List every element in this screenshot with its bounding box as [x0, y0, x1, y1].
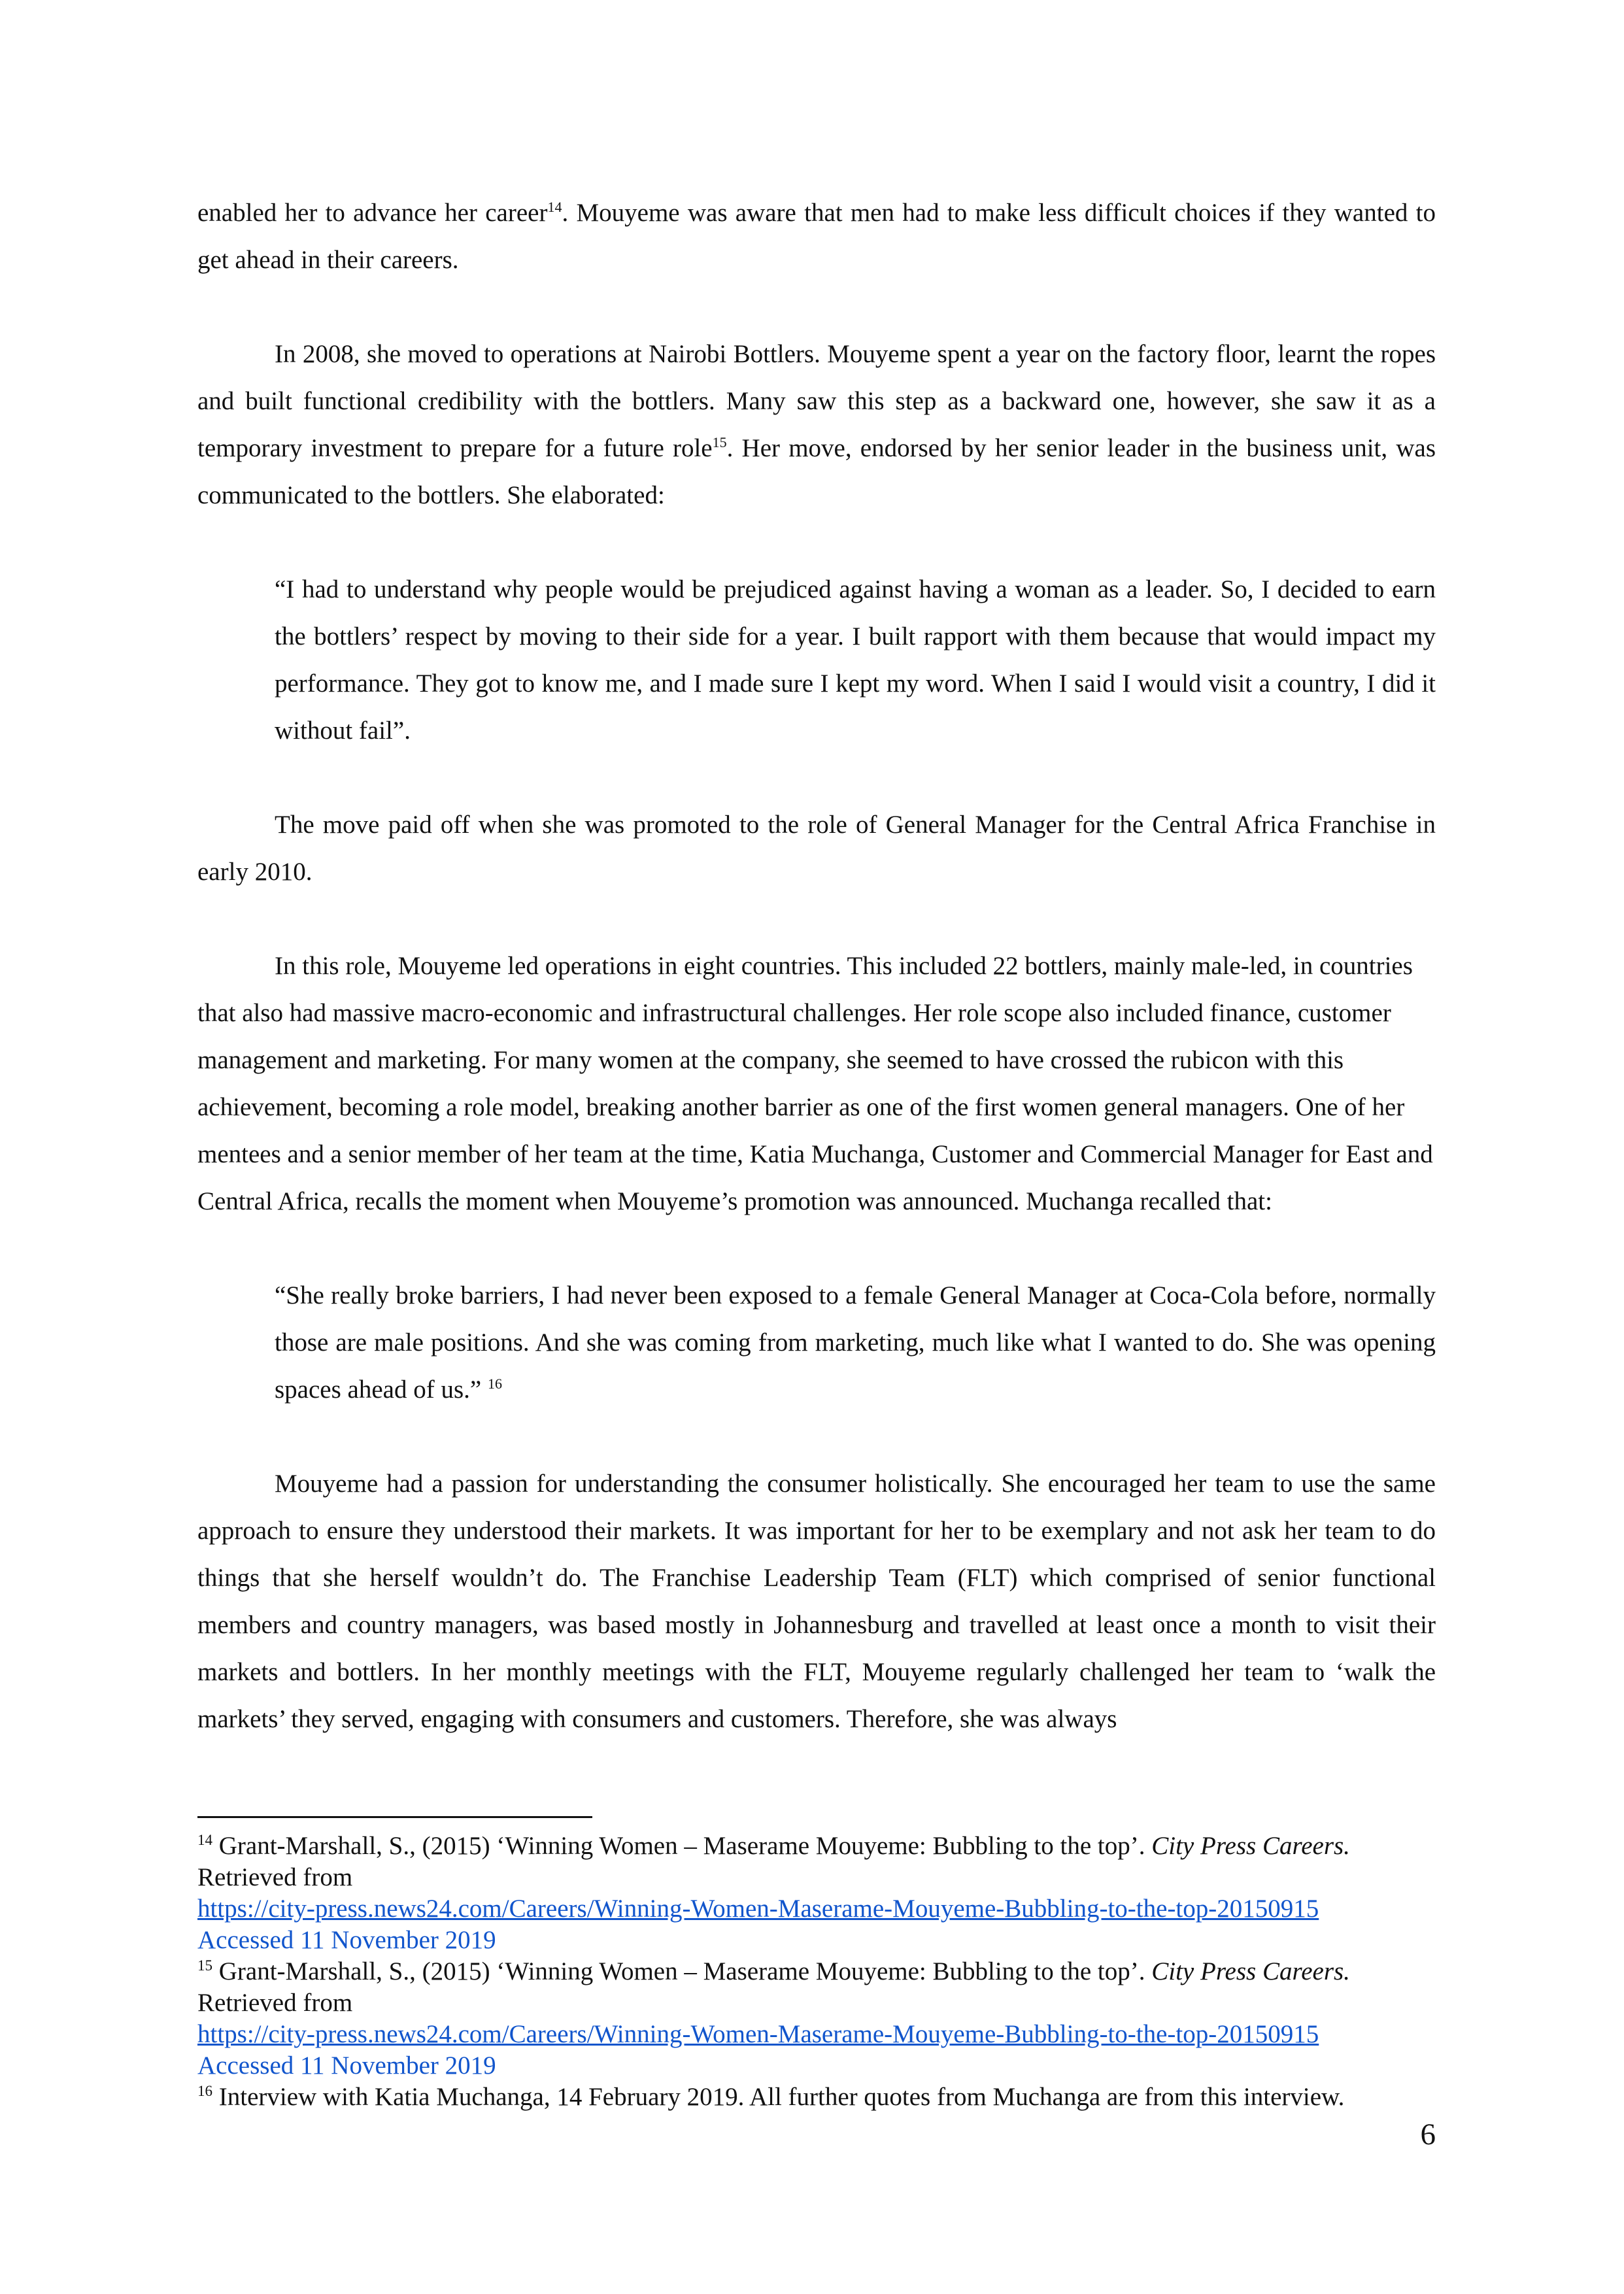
paragraph-promotion: The move paid off when she was promoted to the role of General Manager for the Central Africa Franchise in early 2010. [197, 811, 1436, 886]
footnote-text: Retrieved from [197, 1863, 353, 1891]
footnote-15 [197, 1956, 1440, 2082]
footnote-16 [197, 2082, 1440, 2113]
paragraph-consumer-passion: Mouyeme had a passion for understanding the consumer holistically. She encouraged her team to use the same approach to ensure they understood their markets. It was important for her to be exemplary and not ask her team to do things that she herself wouldn’t do. The Franchise Leadership Team (FLT) which comprised of senior functional members and country managers, was based mostly in Johannesburg and travelled at least once a month to visit their markets and bottlers. In her monthly meetings with the FLT, Mouyeme regularly challenged her team to ‘walk the markets’ they served, engaging with consumers and customers. Therefore, she was always [197, 1470, 1436, 1733]
paragraph-text: . Her move, endorsed by her senior leader in the business unit, was communicated to the bottlers. She elaborated: [197, 434, 1436, 509]
paragraph-continuation [197, 190, 1436, 284]
footnotes [197, 1830, 1440, 2113]
footnote-link[interactable]: https://city-press.news24.com/Careers/Winning-Women-Maserame-Mouyeme-Bubbling-to-the-top-20150915 [197, 2020, 1319, 2048]
paragraph-text: enabled her to advance her career [197, 199, 548, 227]
footnote-number: 14 [197, 1832, 212, 1848]
paragraph-text: . Mouyeme was aware that men had to make less difficult choices if they wanted to get ahead in their careers. [197, 199, 1436, 274]
footnote-accessed: Accessed 11 November 2019 [197, 1926, 496, 1954]
footnote-number: 16 [197, 2083, 212, 2099]
footnote-text: Grant-Marshall, S., (2015) ‘Winning Women – Maserame Mouyeme: Bubbling to the top’. [218, 1957, 1152, 1985]
footnote-text: Retrieved from [197, 1989, 353, 2017]
footnote-publication: City Press Careers. [1151, 1832, 1350, 1860]
body-text [197, 190, 1436, 1743]
footnote-link[interactable]: https://city-press.news24.com/Careers/Winning-Women-Maserame-Mouyeme-Bubbling-to-the-top-20150915 [197, 1895, 1319, 1923]
paragraph-general-manager-role: In this role, Mouyeme led operations in eight countries. This included 22 bottlers, mainly male-led, in countries that also had massive macro-economic and infrastructural challenges. Her role scope also included finance, customer management and marketing. For many women at the company, she seemed to have crossed the rubicon with this achievement, becoming a role model, breaking another barrier as one of the first women general managers. One of her mentees and a senior member of her team at the time, Katia Muchanga, Customer and Commercial Manager for East and Central Africa, recalls the moment when Mouyeme’s promotion was announced. Muchanga recalled that: [197, 952, 1433, 1215]
footnote-ref-16[interactable]: 16 [487, 1375, 502, 1392]
footnote-14 [197, 1830, 1440, 1956]
paragraph-nairobi-bottlers [197, 331, 1436, 519]
footnote-separator [197, 1816, 592, 1818]
footnote-text: Grant-Marshall, S., (2015) ‘Winning Women – Maserame Mouyeme: Bubbling to the top’. [218, 1832, 1152, 1860]
footnote-publication: City Press Careers. [1151, 1957, 1350, 1985]
quote-text: “She really broke barriers, I had never been exposed to a female General Manager at Coca-Cola before, normally those are male positions. And she was coming from marketing, much like what I wanted to do. She was opening spaces ahead of us.” [275, 1281, 1436, 1404]
block-quote-muchanga [275, 1272, 1436, 1413]
footnote-accessed: Accessed 11 November 2019 [197, 2051, 496, 2080]
block-quote-mouyeme: “I had to understand why people would be prejudiced against having a woman as a leader. So, I decided to earn the bottlers’ respect by moving to their side for a year. I built rapport with them because that would impact my performance. They got to know me, and I made sure I kept my word. When I said I would visit a country, I did it without fail”. [275, 575, 1436, 745]
footnote-ref-15[interactable]: 15 [712, 434, 727, 450]
page-number: 6 [1420, 2117, 1436, 2151]
footnote-text: Interview with Katia Muchanga, 14 February 2019. All further quotes from Muchanga are from this interview. [218, 2083, 1345, 2111]
footnote-ref-14[interactable]: 14 [547, 199, 562, 215]
footnote-number: 15 [197, 1957, 212, 1974]
paragraph-text: In 2008, she moved to operations at Nairobi Bottlers. Mouyeme spent a year on the factory floor, learnt the ropes and built functional credibility with the bottlers. Many saw this step as a backward one, however, she saw it as a temporary investment to prepare for a future role [197, 340, 1436, 462]
